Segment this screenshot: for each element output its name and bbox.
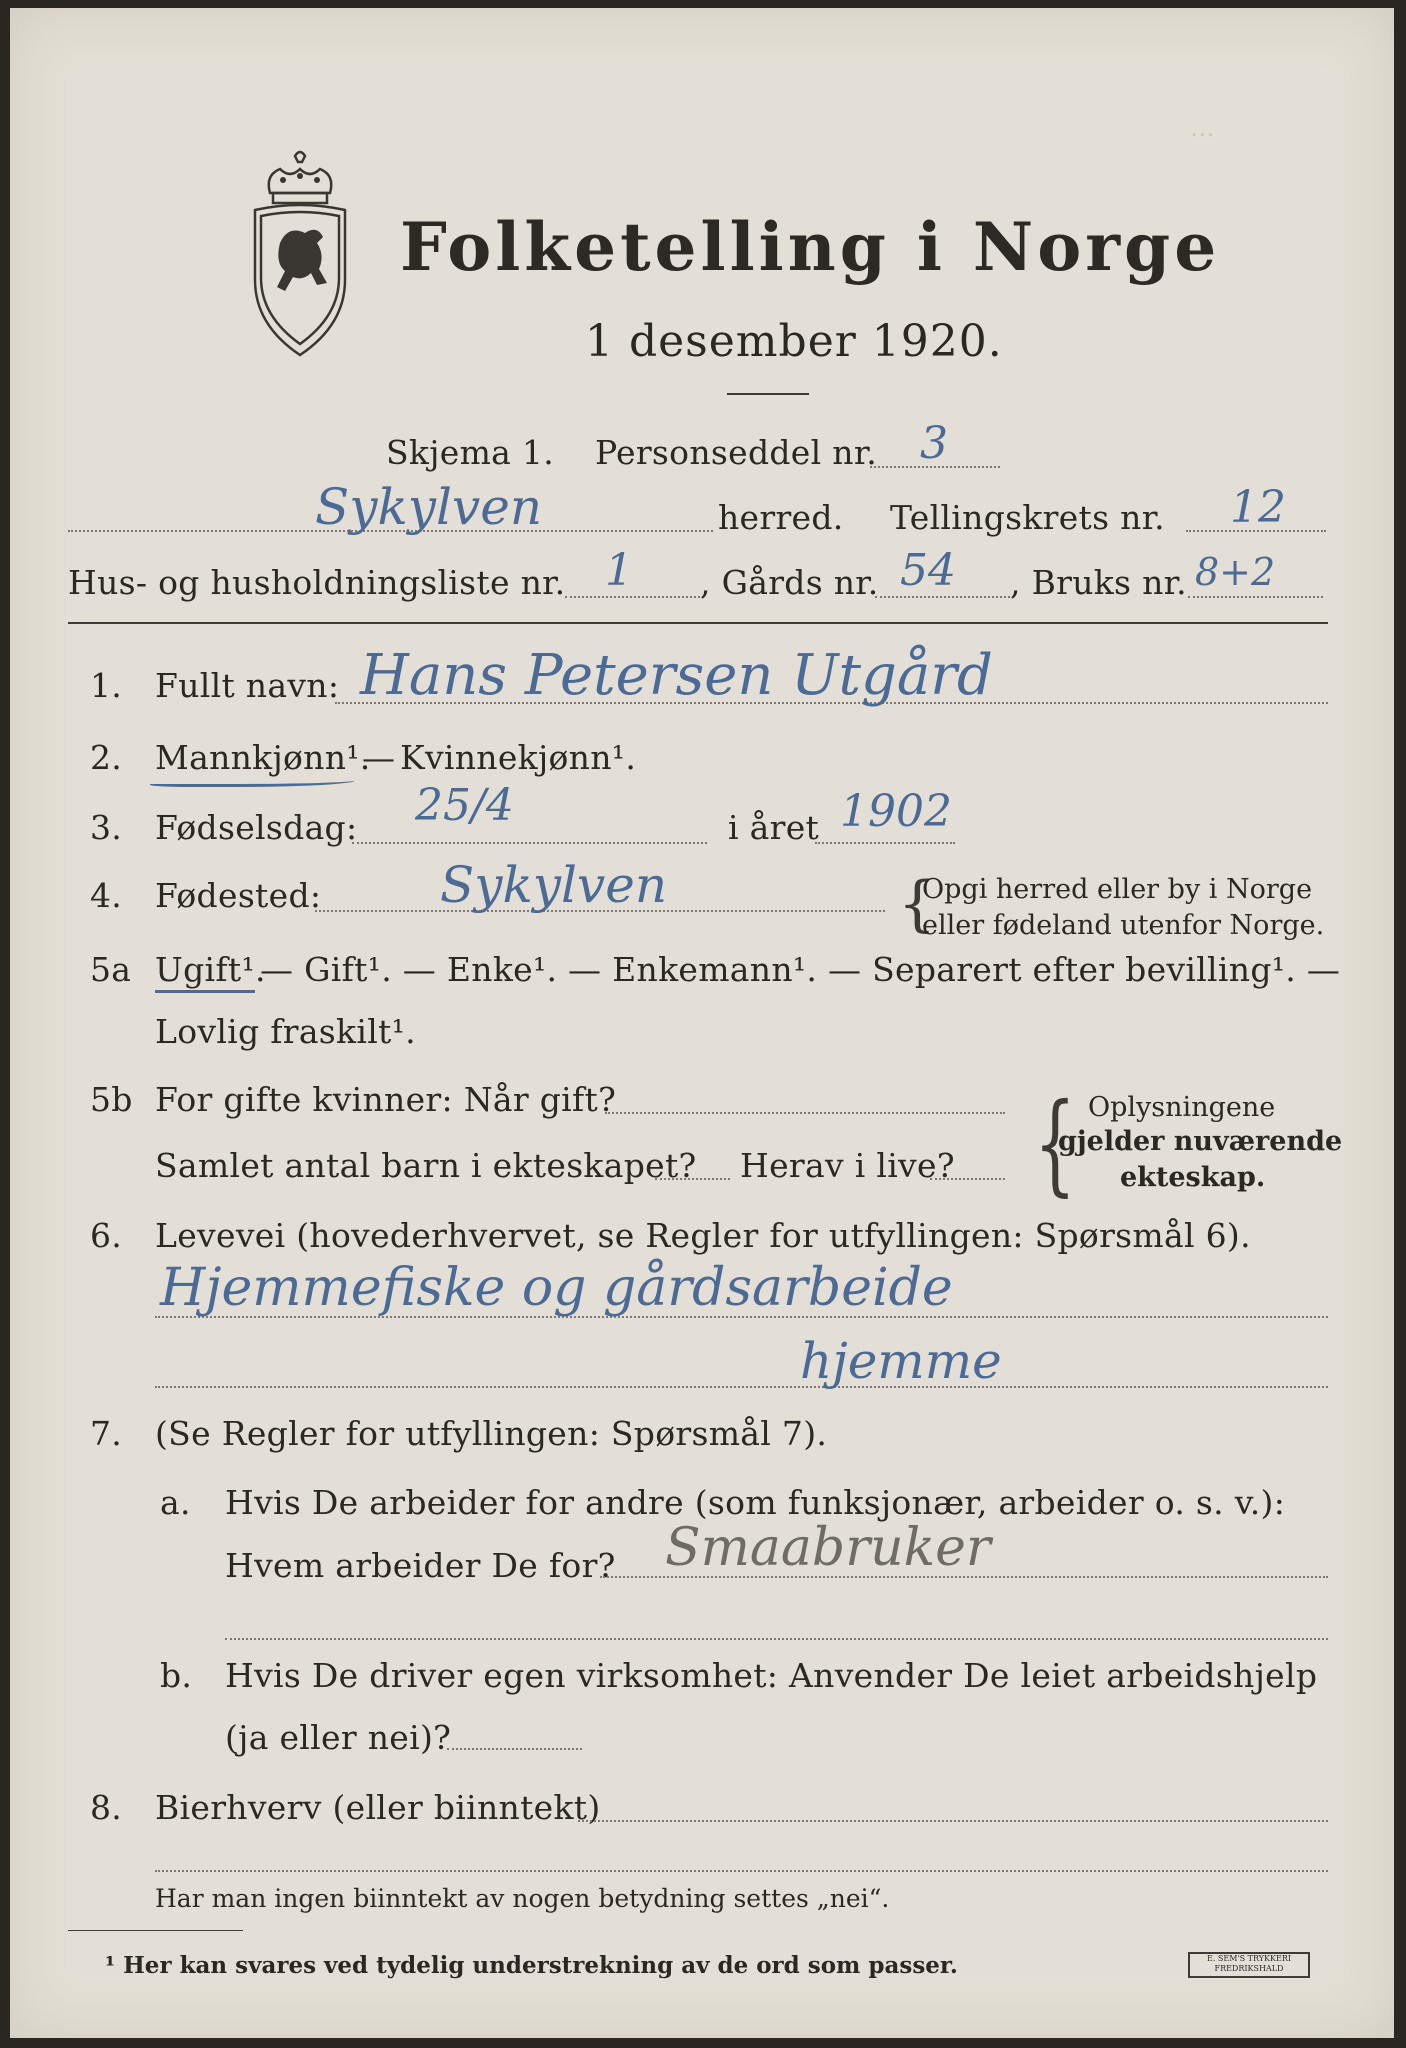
- norway-coat-of-arms-icon: [235, 148, 365, 363]
- census-form-sheet: [10, 8, 1394, 2038]
- q5a-ugift: Ugift¹.: [155, 950, 266, 989]
- q8-number: 8.: [90, 1788, 123, 1827]
- tellingskrets-value: 12: [1230, 482, 1286, 533]
- herred-value: Sykylven: [315, 478, 543, 536]
- q5b-children-line: [655, 1178, 730, 1180]
- birth-date-value: 25/4: [415, 780, 514, 831]
- q2-male: Mannkjønn¹.: [155, 738, 371, 777]
- q2-female: Kvinnekjønn¹.: [400, 738, 637, 777]
- birthplace-value: Sykylven: [440, 856, 668, 914]
- q3-date-line: [352, 842, 707, 844]
- q3-year-label: i året: [728, 808, 820, 847]
- herred-label: herred.: [718, 498, 844, 537]
- q5b-label2: Samlet antal barn i ekteskapet?: [155, 1146, 697, 1185]
- q5a-number: 5a: [90, 950, 132, 989]
- q4-note-line2: eller fødeland utenfor Norge.: [922, 910, 1325, 941]
- q2-number: 2.: [90, 738, 123, 777]
- q3-label: Fødselsdag:: [155, 808, 358, 847]
- q5b-label3: Herav i live?: [740, 1146, 955, 1185]
- form-title: Folketelling i Norge: [400, 208, 1221, 286]
- q5b-brace: {: [1034, 1079, 1076, 1207]
- q7b-label: Hvis De driver egen virksomhet: Anvender De leiet arbeidshjelp: [225, 1656, 1318, 1695]
- q7b-letter: b.: [160, 1656, 193, 1695]
- q7a-label2: Hvem arbeider De for?: [225, 1546, 616, 1585]
- male-underline: [150, 776, 355, 787]
- header-separator: [68, 622, 1328, 624]
- q5b-note2: gjelder nuværende: [1058, 1126, 1343, 1157]
- q3-year-line: [815, 842, 955, 844]
- q6-line2: [155, 1386, 1328, 1388]
- q1-label: Fullt navn:: [155, 666, 340, 705]
- q5b-married-line: [605, 1112, 1005, 1114]
- husliste-label: Hus- og husholdningsliste nr.: [68, 563, 566, 602]
- q5b-note1: Oplysningene: [1088, 1092, 1276, 1123]
- q4-label: Fødested:: [155, 876, 322, 915]
- q8-label: Bierhverv (eller biinntekt): [155, 1788, 601, 1827]
- title-divider: [727, 393, 809, 395]
- ugift-underline: [155, 986, 255, 993]
- q7a-label: Hvis De arbeider for andre (som funksjonær, arbeider o. s. v.):: [225, 1483, 1286, 1522]
- full-name-value: Hans Petersen Utgård: [360, 643, 993, 708]
- q8-line1: [578, 1820, 1328, 1822]
- occupation-value-cont: hjemme: [800, 1332, 1002, 1390]
- gards-value: 54: [900, 545, 956, 596]
- tellingskrets-label: Tellingskrets nr.: [890, 498, 1165, 537]
- bruks-label: , Bruks nr.: [1010, 563, 1187, 602]
- q4-note-line1: Opgi herred eller by i Norge: [922, 874, 1313, 905]
- q5a-line2: Lovlig fraskilt¹.: [155, 1012, 416, 1051]
- husliste-value: 1: [605, 545, 633, 596]
- skjema-label: Skjema 1.: [386, 433, 555, 472]
- q5b-note3: ekteskap.: [1120, 1162, 1266, 1193]
- q2-separator: —: [362, 738, 396, 777]
- census-date: 1 desember 1920.: [585, 316, 1003, 367]
- bleed-through: ...: [1190, 113, 1215, 143]
- bruks-line: [1188, 596, 1323, 598]
- q7-label: (Se Regler for utfyllingen: Spørsmål 7).: [155, 1414, 828, 1453]
- q5b-alive-line: [930, 1178, 1005, 1180]
- footnote: ¹ Her kan svares ved tydelig understrekning av de ord som passer.: [105, 1952, 958, 1979]
- q5a-options: — Gift¹. — Enke¹. — Enkemann¹. — Separert efter bevilling¹. —: [260, 950, 1341, 989]
- q4-number: 4.: [90, 876, 123, 915]
- personseddel-value: 3: [920, 418, 948, 469]
- bruks-value: 8+2: [1195, 550, 1276, 594]
- personseddel-label: Personseddel nr.: [595, 433, 878, 472]
- q5b-label1: For gifte kvinner: Når gift?: [155, 1080, 617, 1119]
- q7a-letter: a.: [160, 1483, 191, 1522]
- q8-line2: [155, 1870, 1328, 1872]
- q1-number: 1.: [90, 666, 123, 705]
- footnote-rule: [68, 1930, 243, 1931]
- birth-year-value: 1902: [840, 786, 952, 837]
- footer-note: Har man ingen biinntekt av nogen betydning settes „nei“.: [155, 1884, 890, 1913]
- employer-value: Smaabruker: [665, 1518, 991, 1578]
- q5b-number: 5b: [90, 1080, 133, 1119]
- gards-line: [875, 596, 1010, 598]
- q7b-label2: (ja eller nei)?: [225, 1718, 452, 1757]
- q7a-line2: [225, 1638, 1328, 1640]
- q4-brace: {: [898, 869, 937, 939]
- q7b-line: [447, 1748, 582, 1750]
- q6-label: Levevei (hovederhvervet, se Regler for utfyllingen: Spørsmål 6).: [155, 1216, 1251, 1255]
- q3-number: 3.: [90, 808, 123, 847]
- q6-number: 6.: [90, 1216, 123, 1255]
- q7-number: 7.: [90, 1414, 123, 1453]
- husliste-line: [565, 596, 700, 598]
- occupation-value: Hjemmefiske og gårdsarbeide: [160, 1258, 953, 1318]
- gards-label: , Gårds nr.: [700, 563, 879, 602]
- printer-stamp: E. SEM'S TRYKKERI FREDRIKSHALD: [1188, 1952, 1310, 1978]
